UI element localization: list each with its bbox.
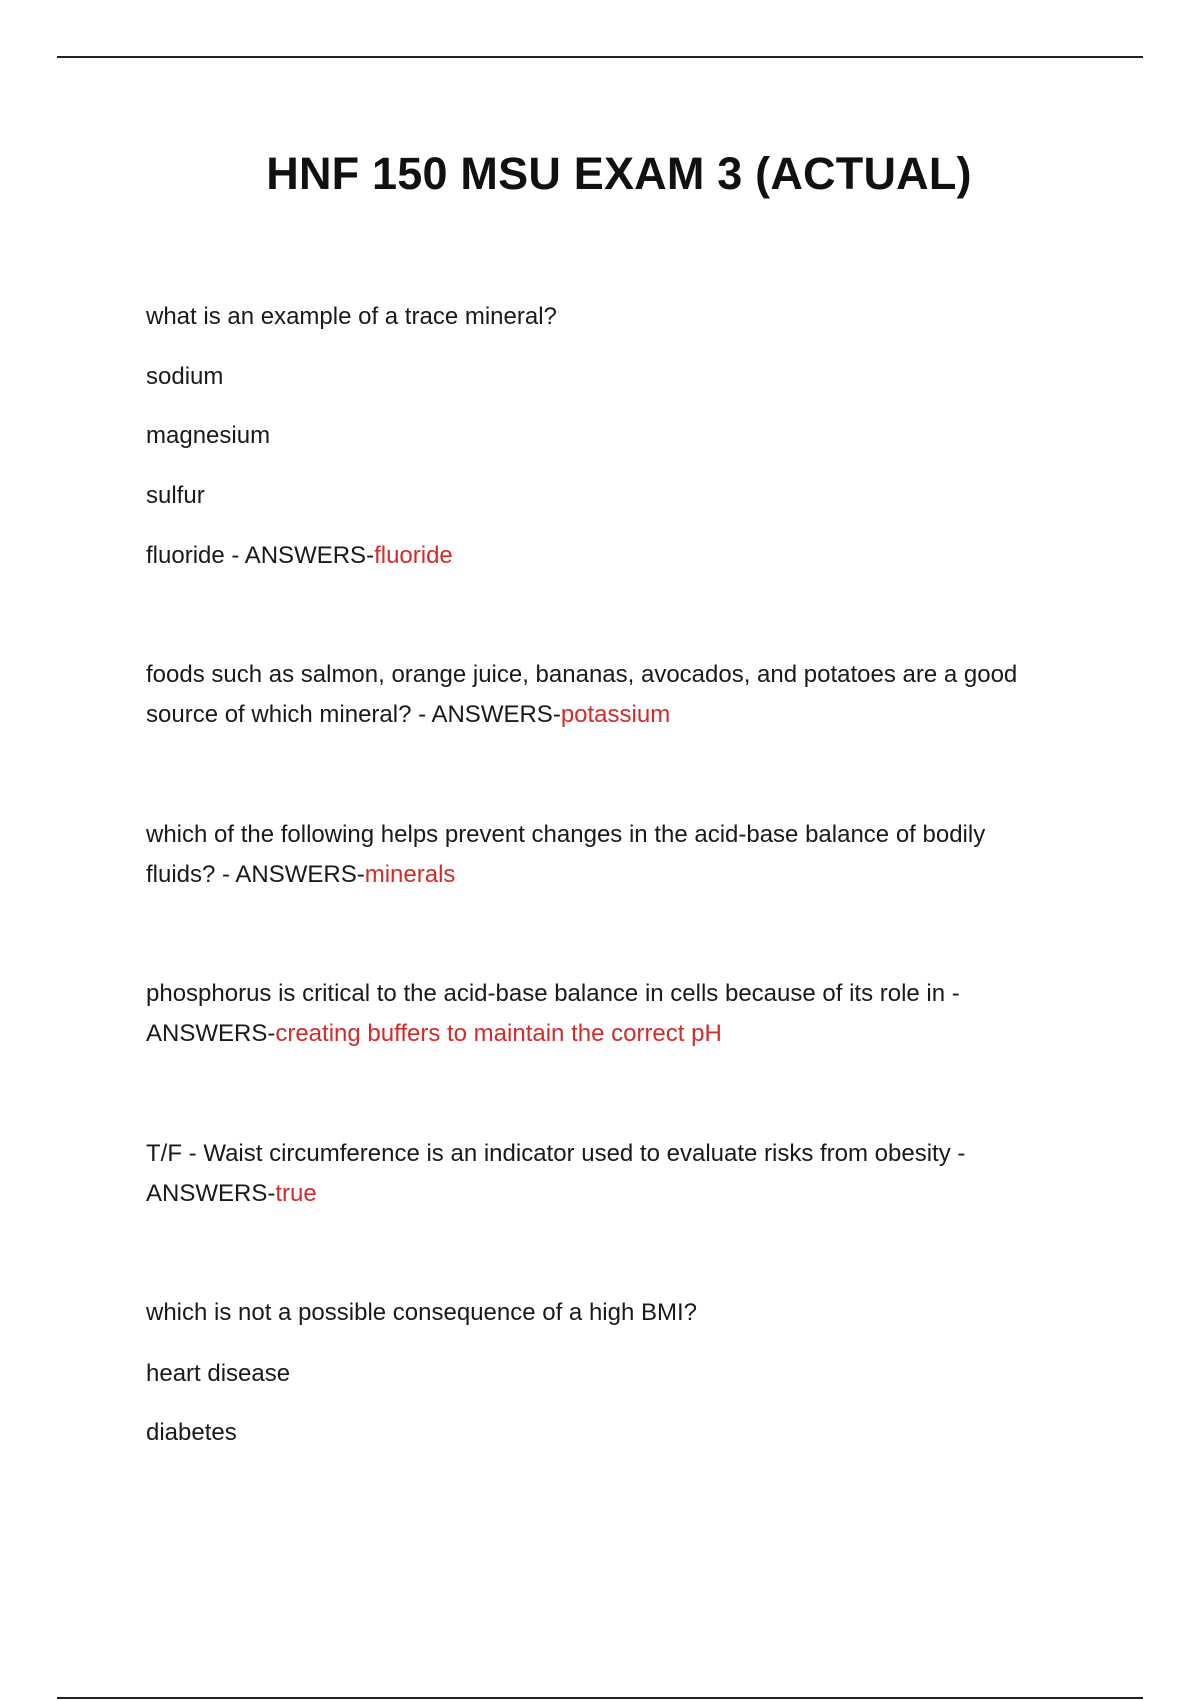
top-rule [57, 56, 1143, 58]
question-2-line-2 [146, 695, 670, 735]
question-4-answer: creating buffers to maintain the correct pH [275, 1020, 722, 1047]
question-2-line-2-text: source of which mineral? - [146, 701, 432, 728]
question-5-line-2 [146, 1174, 317, 1214]
question-1-option-4-text: fluoride - [146, 542, 245, 569]
question-4-line-2 [146, 1014, 722, 1054]
question-6-text: which is not a possible consequence of a high BMI? [146, 1299, 698, 1326]
question-5-line-1: T/F - Waist circumference is an indicator used to evaluate risks from obesity - [146, 1140, 966, 1167]
question-3-answer: minerals [364, 861, 456, 888]
question-1-option-4 [146, 536, 453, 576]
question-1-answer: fluoride [374, 542, 453, 569]
page-title: HNF 150 MSU EXAM 3 (ACTUAL) [266, 148, 972, 199]
answer-prefix: ANSWERS- [146, 1180, 276, 1207]
question-1-option-3: sulfur [146, 482, 205, 509]
question-1-option-2: magnesium [146, 422, 271, 449]
answer-prefix: ANSWERS- [146, 1020, 276, 1047]
question-4-line-1: phosphorus is critical to the acid-base balance in cells because of its role in - [146, 980, 960, 1007]
question-3-line-2-text: fluids? - [146, 861, 236, 888]
question-1-option-1: sodium [146, 363, 224, 390]
question-6-option-1: heart disease [146, 1360, 291, 1387]
question-5-answer: true [275, 1180, 317, 1207]
answer-prefix: ANSWERS- [235, 861, 365, 888]
question-2-answer: potassium [560, 701, 671, 728]
question-6-option-2: diabetes [146, 1419, 237, 1446]
question-3-line-2 [146, 855, 455, 895]
question-1-text: what is an example of a trace mineral? [146, 303, 557, 330]
question-2-line-1: foods such as salmon, orange juice, bananas, avocados, and potatoes are a good [146, 661, 1018, 688]
answer-prefix: ANSWERS- [244, 542, 375, 569]
question-3-line-1: which of the following helps prevent changes in the acid-base balance of bodily [146, 821, 986, 848]
answer-prefix: ANSWERS- [431, 701, 561, 728]
bottom-rule [57, 1697, 1143, 1699]
